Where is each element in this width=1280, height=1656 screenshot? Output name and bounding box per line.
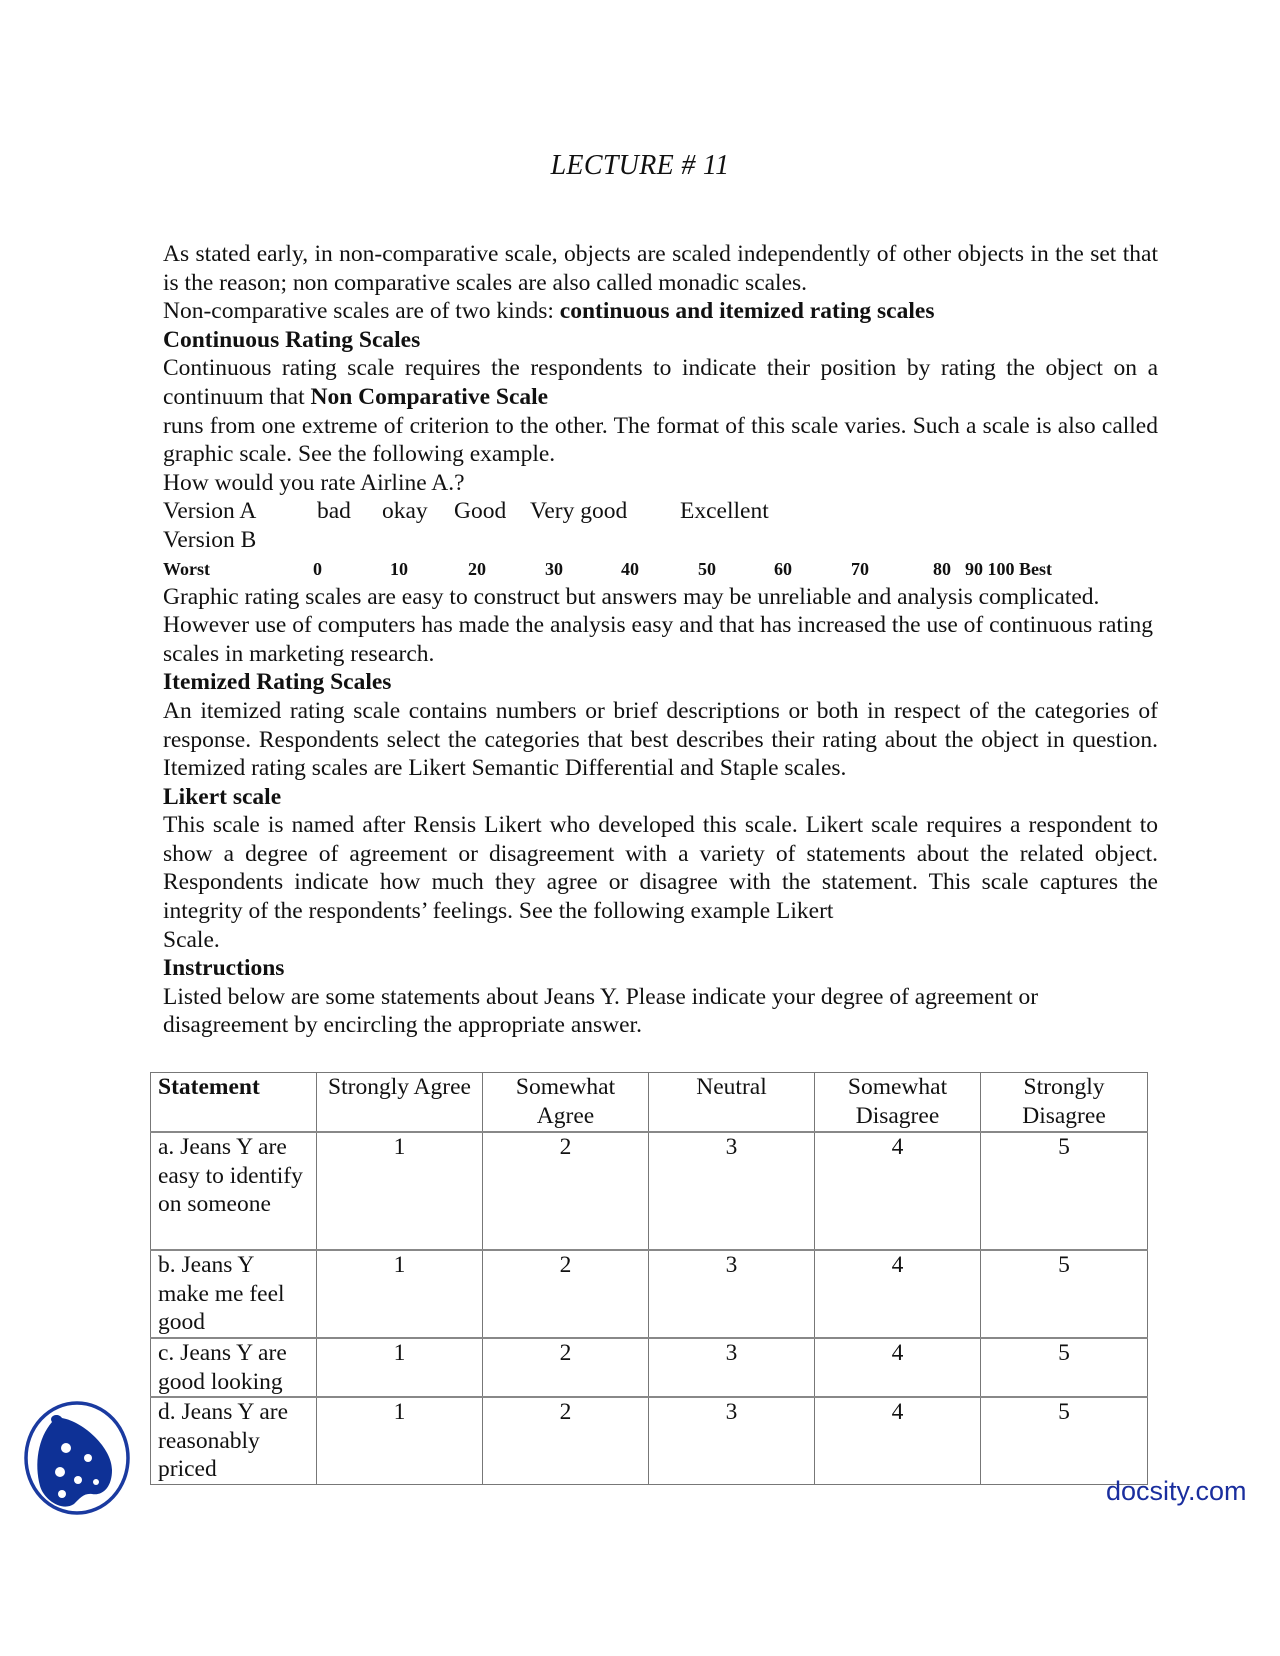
rating-option[interactable]: 3	[649, 1250, 815, 1338]
statement-cell: d. Jeans Y are reasonably priced	[151, 1397, 317, 1485]
rating-option[interactable]: 4	[815, 1250, 981, 1338]
version-b-label: Version B	[163, 526, 257, 553]
rating-option[interactable]: 4	[815, 1132, 981, 1250]
itemized-paragraph: An itemized rating scale contains numbers or brief descriptions or both in respect of the categories of response. Respondents select the categories that best describes their rating about the object in question. Itemized rating scales are Likert Semantic Differential and Staple scales.	[163, 697, 1158, 782]
page-title: LECTURE # 11	[550, 150, 730, 181]
heading-likert: Likert scale	[163, 783, 282, 810]
rating-option[interactable]: 5	[981, 1338, 1148, 1397]
column-header: Strongly Disagree	[981, 1073, 1148, 1133]
statement-cell: b. Jeans Y make me feel good	[151, 1250, 317, 1338]
rating-option[interactable]: 5	[981, 1250, 1148, 1338]
rating-option[interactable]: 3	[649, 1132, 815, 1250]
scale-tick: 50	[698, 558, 716, 579]
docsity-logo-icon	[22, 1400, 132, 1516]
table-row	[151, 1132, 1148, 1250]
rating-option[interactable]: 2	[483, 1397, 649, 1485]
rating-option[interactable]: 1	[317, 1132, 483, 1250]
scale-tick-best: 90 100 Best	[965, 558, 1052, 579]
column-header: Strongly Agree	[317, 1073, 483, 1133]
column-header: Somewhat Disagree	[815, 1073, 981, 1133]
scale-tick: 10	[390, 558, 408, 579]
rating-option[interactable]: 3	[649, 1338, 815, 1397]
scale-worst-label: Worst	[163, 558, 210, 579]
rating-option[interactable]: 1	[317, 1397, 483, 1485]
rating-option[interactable]: 1	[317, 1338, 483, 1397]
continuous-paragraph	[163, 354, 1158, 411]
version-a-option: okay	[382, 498, 428, 525]
scale-tick: 60	[774, 558, 792, 579]
instructions-paragraph: Listed below are some statements about Jeans Y. Please indicate your degree of agreement or disagreement by encircling the appropriate answer.	[163, 983, 1039, 1039]
likert-paragraph: This scale is named after Rensis Likert who developed this scale. Likert scale requires a respondent to show a degree of agreement or disagreement with a variety of statements about the related object. Respondents indicate how much they agree or disagree with the statement. This scale captures the integrity of the respondents’ feelings. See the following example Likert	[163, 812, 1158, 925]
likert-table	[150, 1072, 1148, 1485]
rating-option[interactable]: 2	[483, 1338, 649, 1397]
heading-itemized: Itemized Rating Scales	[163, 669, 392, 696]
table-row	[151, 1338, 1148, 1397]
rating-option[interactable]: 2	[483, 1132, 649, 1250]
version-a-option: Excellent	[680, 498, 769, 525]
likert-paragraph-end: Scale.	[163, 926, 220, 953]
heading-continuous: Continuous Rating Scales	[163, 326, 421, 353]
version-a-option: Very good	[530, 498, 628, 525]
intro-kinds	[163, 297, 1158, 326]
intro-kinds-text: Non-comparative scales are of two kinds:	[163, 298, 560, 325]
version-a-option: Good	[454, 498, 507, 525]
scale-tick: 80	[933, 558, 951, 579]
rating-option[interactable]: 4	[815, 1338, 981, 1397]
rating-option[interactable]: 4	[815, 1397, 981, 1485]
version-a-label: Version A	[163, 498, 257, 525]
column-header-statement: Statement	[151, 1073, 317, 1133]
table-row	[151, 1250, 1148, 1338]
continuous-paragraph-2: runs from one extreme of criterion to the other. The format of this scale varies. Such a scale is also called graphic scale. See the following example.	[163, 412, 1158, 468]
heading-instructions: Instructions	[163, 955, 285, 982]
rating-option[interactable]: 5	[981, 1397, 1148, 1485]
scale-tick: 30	[545, 558, 563, 579]
table-header-row	[151, 1073, 1148, 1133]
intro-kinds-bold: continuous and itemized rating scales	[559, 298, 935, 325]
rating-option[interactable]: 3	[649, 1397, 815, 1485]
column-header: Somewhat Agree	[483, 1073, 649, 1133]
continuous-text: Continuous rating scale requires the respondents to indicate their position by rating the object on a continuum that	[163, 355, 1158, 410]
version-a-option: bad	[317, 498, 351, 525]
scale-tick: 70	[851, 558, 869, 579]
version-a-row	[163, 497, 1158, 526]
statement-cell: c. Jeans Y are good looking	[151, 1338, 317, 1397]
graphic-paragraph: Graphic rating scales are easy to construct but answers may be unreliable and analysis complicated. However use of computers has made the analysis easy and that has increased the use of continuous rating scales in marketing research.	[163, 583, 1153, 667]
version-b-scale	[163, 555, 1158, 583]
docsity-watermark[interactable]: docsity.com	[1106, 1476, 1247, 1506]
table-row	[151, 1397, 1148, 1485]
rating-question: How would you rate Airline A.?	[163, 469, 465, 496]
statement-cell: a. Jeans Y are easy to identify on someone	[151, 1132, 317, 1250]
intro-paragraph: As stated early, in non-comparative scale, objects are scaled independently of other objects in the set that is the reason; non comparative scales are also called monadic scales.	[163, 241, 1158, 296]
scale-tick: 20	[468, 558, 486, 579]
document-body	[163, 240, 1158, 1040]
rating-option[interactable]: 1	[317, 1250, 483, 1338]
column-header: Neutral	[649, 1073, 815, 1133]
scale-tick: 40	[621, 558, 639, 579]
continuous-bold: Non Comparative Scale	[310, 383, 549, 410]
scale-tick: 0	[313, 558, 322, 579]
rating-option[interactable]: 5	[981, 1132, 1148, 1250]
rating-option[interactable]: 2	[483, 1250, 649, 1338]
